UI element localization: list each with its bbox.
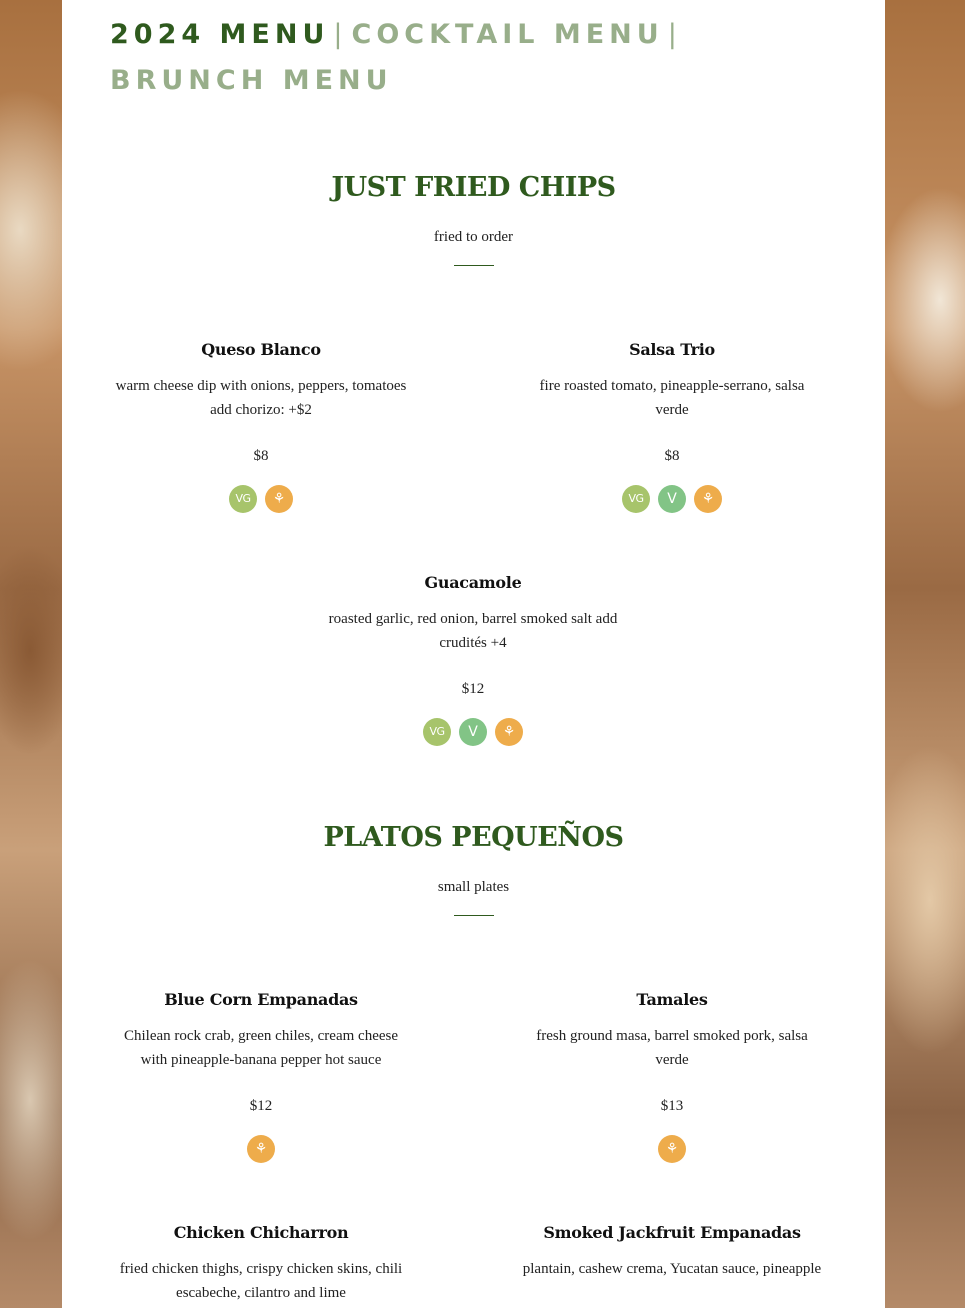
item-badges xyxy=(101,485,421,513)
section-divider xyxy=(454,915,494,916)
item-name: Salsa Trio xyxy=(629,340,715,359)
section-divider xyxy=(454,265,494,266)
item-price: $12 xyxy=(461,681,485,697)
item-name: Smoked Jackfruit Empanadas xyxy=(543,1223,801,1242)
menu-item-chicken-chicharron xyxy=(101,1221,421,1305)
gluten-free-wheat-icon: ⚘ xyxy=(658,1135,686,1163)
item-price: $12 xyxy=(249,1098,273,1114)
nav-separator: | xyxy=(333,19,348,50)
item-description: Chilean rock crab, green chiles, cream cheese with pineapple-banana pepper hot sauce xyxy=(123,1028,399,1068)
gluten-free-wheat-icon: ⚘ xyxy=(265,485,293,513)
menu-panel xyxy=(62,0,885,1308)
nav-cocktail-menu[interactable]: COCKTAIL MENU xyxy=(351,19,664,50)
menu-item-tamales xyxy=(512,988,832,1163)
item-badges xyxy=(512,1135,832,1163)
item-price: $13 xyxy=(660,1098,684,1114)
item-name: Blue Corn Empanadas xyxy=(164,990,358,1009)
item-price: $8 xyxy=(253,448,269,464)
menu-item-guacamole xyxy=(313,571,633,746)
menu-item-blue-corn-empanadas xyxy=(101,988,421,1163)
menu-nav xyxy=(110,12,830,104)
item-name: Guacamole xyxy=(424,573,522,592)
section-title-platos: PLATOS PEQUEÑOS xyxy=(323,822,624,853)
menu-item-smoked-jackfruit-empanadas xyxy=(512,1221,832,1281)
menu-item-salsa-trio xyxy=(512,338,832,513)
gluten-free-wheat-icon: ⚘ xyxy=(694,485,722,513)
gluten-free-wheat-icon: ⚘ xyxy=(247,1135,275,1163)
nav-separator: | xyxy=(667,19,682,50)
vegan-badge-icon: V xyxy=(459,718,487,746)
vegetarian-badge-icon: VG xyxy=(229,485,257,513)
item-description: fresh ground masa, barrel smoked pork, salsa verde xyxy=(536,1028,808,1068)
item-badges xyxy=(101,1135,421,1163)
item-name: Chicken Chicharron xyxy=(173,1223,349,1242)
vegan-badge-icon: V xyxy=(658,485,686,513)
item-description: plantain, cashew crema, Yucatan sauce, pineapple xyxy=(522,1261,822,1277)
item-badges xyxy=(512,485,832,513)
vegetarian-badge-icon: VG xyxy=(622,485,650,513)
item-description: warm cheese dip with onions, peppers, tomatoes add chorizo: +$2 xyxy=(115,378,407,418)
item-description: roasted garlic, red onion, barrel smoked salt add crudités +4 xyxy=(328,611,618,651)
vegetarian-badge-icon: VG xyxy=(423,718,451,746)
item-name: Queso Blanco xyxy=(201,340,321,359)
item-description: fire roasted tomato, pineapple-serrano, salsa verde xyxy=(539,378,805,418)
item-name: Tamales xyxy=(636,990,708,1009)
gluten-free-wheat-icon: ⚘ xyxy=(495,718,523,746)
item-price: $8 xyxy=(664,448,680,464)
item-description: fried chicken thighs, crispy chicken skins, chili escabeche, cilantro and lime xyxy=(119,1261,403,1301)
menu-item-queso-blanco xyxy=(101,338,421,513)
section-subtitle-platos: small plates xyxy=(437,879,510,895)
nav-brunch-menu[interactable]: BRUNCH MENU xyxy=(110,65,393,96)
section-title-chips: JUST FRIED CHIPS xyxy=(331,172,616,203)
section-subtitle-chips: fried to order xyxy=(433,229,514,245)
item-badges xyxy=(313,718,633,746)
nav-2024-menu[interactable]: 2024 MENU xyxy=(110,19,330,50)
